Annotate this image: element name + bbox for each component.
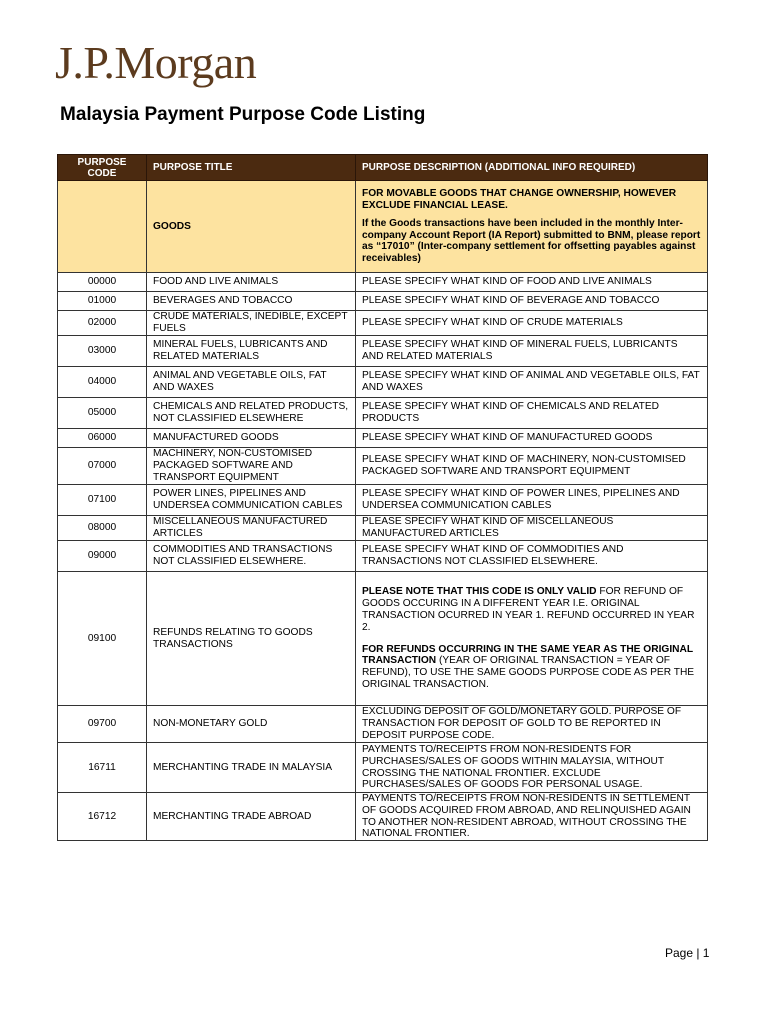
column-header-title (147, 155, 356, 181)
refund-note-1-bold: PLEASE NOTE THAT THIS CODE IS ONLY VALID (362, 586, 597, 598)
refund-note-2 (362, 644, 701, 691)
table-row-refunds (58, 572, 708, 706)
cell-description: PAYMENTS TO/RECEIPTS FROM NON-RESIDENTS FOR PURCHASES/SALES OF GOODS WITHIN MALAYSIA, WITHOUT CROSSING THE NATIONAL FRONTIER. EXCLUDE PURCHASES/SALES OF GOODS FOR PERSONAL USAGE. (356, 743, 708, 793)
cell-description: PLEASE SPECIFY WHAT KIND OF BEVERAGE AND TOBACCO (356, 292, 708, 311)
cell-code (58, 181, 147, 273)
table-row (58, 398, 708, 429)
cell-description (356, 572, 708, 706)
cell-code: 07000 (58, 448, 147, 485)
page-title: Malaysia Payment Purpose Code Listing (60, 104, 426, 125)
table-row (58, 292, 708, 311)
cell-title: BEVERAGES AND TOBACCO (147, 292, 356, 311)
table-row (58, 273, 708, 292)
jpmorgan-logo: J.P.Morgan (55, 37, 257, 88)
column-header-code-label: PURPOSE CODE (77, 156, 127, 179)
cell-description: PLEASE SPECIFY WHAT KIND OF CRUDE MATERIALS (356, 311, 708, 336)
cell-description: PLEASE SPECIFY WHAT KIND OF MACHINERY, NON-CUSTOMISED PACKAGED SOFTWARE AND TRANSPORT EQUIPMENT (356, 448, 708, 485)
refund-note-gap (362, 634, 701, 644)
table-row (58, 706, 708, 743)
cell-code: 05000 (58, 398, 147, 429)
column-header-code (58, 155, 147, 181)
column-header-description-label: PURPOSE DESCRIPTION (ADDITIONAL INFO REQUIRED) (362, 161, 636, 173)
goods-description-note: If the Goods transactions have been included in the monthly Inter-company Account Report (IA Report) submitted to BNM, please report as “17010” (Inter-company settlement for offsetting payables against receivables) (362, 217, 701, 265)
cell-title: MACHINERY, NON-CUSTOMISED PACKAGED SOFTWARE AND TRANSPORT EQUIPMENT (147, 448, 356, 485)
cell-description: PLEASE SPECIFY WHAT KIND OF FOOD AND LIVE ANIMALS (356, 273, 708, 292)
cell-description: PLEASE SPECIFY WHAT KIND OF MANUFACTURED GOODS (356, 429, 708, 448)
cell-title: MERCHANTING TRADE IN MALAYSIA (147, 743, 356, 793)
cell-title: MERCHANTING TRADE ABROAD (147, 793, 356, 841)
cell-description: PAYMENTS TO/RECEIPTS FROM NON-RESIDENTS IN SETTLEMENT OF GOODS ACQUIRED FROM ABROAD, AND RELINQUISHED AGAIN TO ANOTHER NON-RESIDENT ABROAD, WITHOUT CROSSING THE NATIONAL FRONTIER. (356, 793, 708, 841)
table-row (58, 367, 708, 398)
cell-code: 16712 (58, 793, 147, 841)
cell-code: 09000 (58, 541, 147, 572)
goods-description-main: FOR MOVABLE GOODS THAT CHANGE OWNERSHIP, HOWEVER EXCLUDE FINANCIAL LEASE. (362, 188, 677, 211)
cell-code: 03000 (58, 336, 147, 367)
cell-description: PLEASE SPECIFY WHAT KIND OF CHEMICALS AND RELATED PRODUCTS (356, 398, 708, 429)
cell-title: NON-MONETARY GOLD (147, 706, 356, 743)
refund-note-1 (362, 586, 701, 633)
table-row (58, 516, 708, 541)
purpose-code-table (57, 154, 708, 841)
cell-description: PLEASE SPECIFY WHAT KIND OF ANIMAL AND VEGETABLE OILS, FAT AND WAXES (356, 367, 708, 398)
cell-title: ANIMAL AND VEGETABLE OILS, FAT AND WAXES (147, 367, 356, 398)
cell-code: 04000 (58, 367, 147, 398)
cell-code: 09100 (58, 572, 147, 706)
cell-code: 02000 (58, 311, 147, 336)
cell-code: 08000 (58, 516, 147, 541)
cell-title: FOOD AND LIVE ANIMALS (147, 273, 356, 292)
table-row (58, 429, 708, 448)
cell-code: 09700 (58, 706, 147, 743)
table-row (58, 485, 708, 516)
cell-description: PLEASE SPECIFY WHAT KIND OF POWER LINES, PIPELINES AND UNDERSEA COMMUNICATION CABLES (356, 485, 708, 516)
refund-note-1-text: FOR REFUND OF GOODS OCCURING IN A DIFFERENT YEAR I.E. ORIGINAL TRANSACTION OCURRED IN YEAR 1. REFUND OCCURRED IN YEAR 2. (362, 586, 695, 633)
page-number: Page | 1 (665, 946, 710, 960)
cell-title: REFUNDS RELATING TO GOODS TRANSACTIONS (147, 572, 356, 706)
cell-description (356, 181, 708, 273)
table-row (58, 743, 708, 793)
table-header-row (58, 155, 708, 181)
cell-code: 00000 (58, 273, 147, 292)
cell-description: PLEASE SPECIFY WHAT KIND OF MINERAL FUELS, LUBRICANTS AND RELATED MATERIALS (356, 336, 708, 367)
cell-title: MANUFACTURED GOODS (147, 429, 356, 448)
cell-title: GOODS (147, 181, 356, 273)
column-header-title-label: PURPOSE TITLE (153, 161, 233, 173)
cell-title: MINERAL FUELS, LUBRICANTS AND RELATED MATERIALS (147, 336, 356, 367)
cell-code: 01000 (58, 292, 147, 311)
column-header-description (356, 155, 708, 181)
cell-title: MISCELLANEOUS MANUFACTURED ARTICLES (147, 516, 356, 541)
cell-description: EXCLUDING DEPOSIT OF GOLD/MONETARY GOLD. PURPOSE OF TRANSACTION FOR DEPOSIT OF GOLD TO BE REPORTED IN DEPOSIT PURPOSE CODE. (356, 706, 708, 743)
table-row-goods (58, 181, 708, 273)
cell-title: CHEMICALS AND RELATED PRODUCTS, NOT CLASSIFIED ELSEWHERE (147, 398, 356, 429)
table-row (58, 448, 708, 485)
cell-code: 06000 (58, 429, 147, 448)
cell-title: POWER LINES, PIPELINES AND UNDERSEA COMMUNICATION CABLES (147, 485, 356, 516)
cell-title: COMMODITIES AND TRANSACTIONS NOT CLASSIFIED ELSEWHERE. (147, 541, 356, 572)
table-row (58, 793, 708, 841)
refund-note-2-bold: FOR REFUNDS OCCURRING IN THE SAME YEAR AS THE ORIGINAL TRANSACTION (362, 643, 693, 667)
table-row (58, 541, 708, 572)
refund-note-2-text: (YEAR OF ORIGINAL TRANSACTION = YEAR OF REFUND), TO USE THE SAME GOODS PURPOSE CODE AS PER THE ORIGINAL TRANSACTION. (362, 655, 695, 690)
cell-description: PLEASE SPECIFY WHAT KIND OF COMMODITIES AND TRANSACTIONS NOT CLASSIFIED ELSEWHERE. (356, 541, 708, 572)
cell-code: 16711 (58, 743, 147, 793)
cell-description: PLEASE SPECIFY WHAT KIND OF MISCELLANEOUS MANUFACTURED ARTICLES (356, 516, 708, 541)
table-row (58, 336, 708, 367)
cell-title: CRUDE MATERIALS, INEDIBLE, EXCEPT FUELS (147, 311, 356, 336)
table-row (58, 311, 708, 336)
cell-code: 07100 (58, 485, 147, 516)
